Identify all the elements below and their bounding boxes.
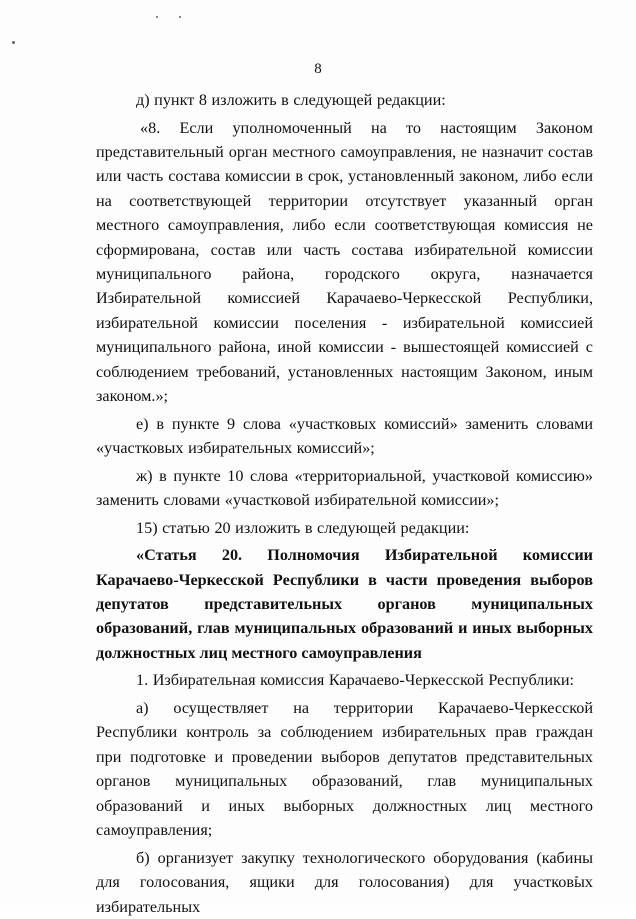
paragraph-point-8-text: «8. Если уполномоченный на то настоящим Законом представительный орган местного самоуправления, не назначит состав или часть состава комиссии в срок, установленный законом, либо если на соответствующей территории отсутствует указанный орган местного самоуправления, либо если соответствующая комиссия не сформирована, состав или часть состава избирательной комиссии муниципального района, городского округа, назначается Избирательной комиссией Карачаево-Черкесской Республики, избирательной комиссии поселения - избирательной комиссией муниципального района, иной комиссии - вышестоящей комиссией с соблюдением требований, установленных настоящим Законом, иным законом.»;: [96, 118, 593, 406]
paragraph-subclause-b: б) организует закупку технологического оборудования (кабины для голосования, ящики для голосования) для участковых избирательных: [96, 848, 593, 916]
article-20-heading: «Статья 20. Полномочия Избирательной комиссии Карачаево-Черкесской Республики в части проведения выборов депутатов представительных органов муниципальных образований, глав муниципальных образований и иных выборных должностных лиц местного самоуправления: [96, 546, 593, 662]
paragraph-item-15: 15) статью 20 изложить в следующей редакции:: [136, 518, 470, 537]
scan-artifact: [156, 16, 158, 18]
paragraph-clause-1: 1. Избирательная комиссия Карачаево-Черкесской Республики:: [136, 671, 575, 690]
document-body: [96, 88, 593, 919]
scan-artifact: [12, 41, 15, 44]
scan-artifact: [179, 16, 181, 18]
paragraph-item-zh: ж) в пункте 10 слова «территориальной, участковой комиссию» заменить словами «участковой избирательной комиссии»;: [96, 466, 593, 510]
paragraph-subclause-a: а) осуществляет на территории Карачаево-Черкесской Республики контроль за соблюдением избирательных прав граждан при подготовке и проведении выборов депутатов представительных органов муниципальных образований, глав муниципальных образований и иных выборных должностных лиц местного самоуправления;: [96, 699, 593, 840]
paragraph-item-e: е) в пункте 9 слова «участковых комиссий» заменить словами «участковых избирательных комиссий»;: [96, 414, 593, 458]
page-number: 8: [314, 61, 322, 77]
paragraph-item-d: д) пункт 8 изложить в следующей редакции:: [136, 91, 446, 109]
